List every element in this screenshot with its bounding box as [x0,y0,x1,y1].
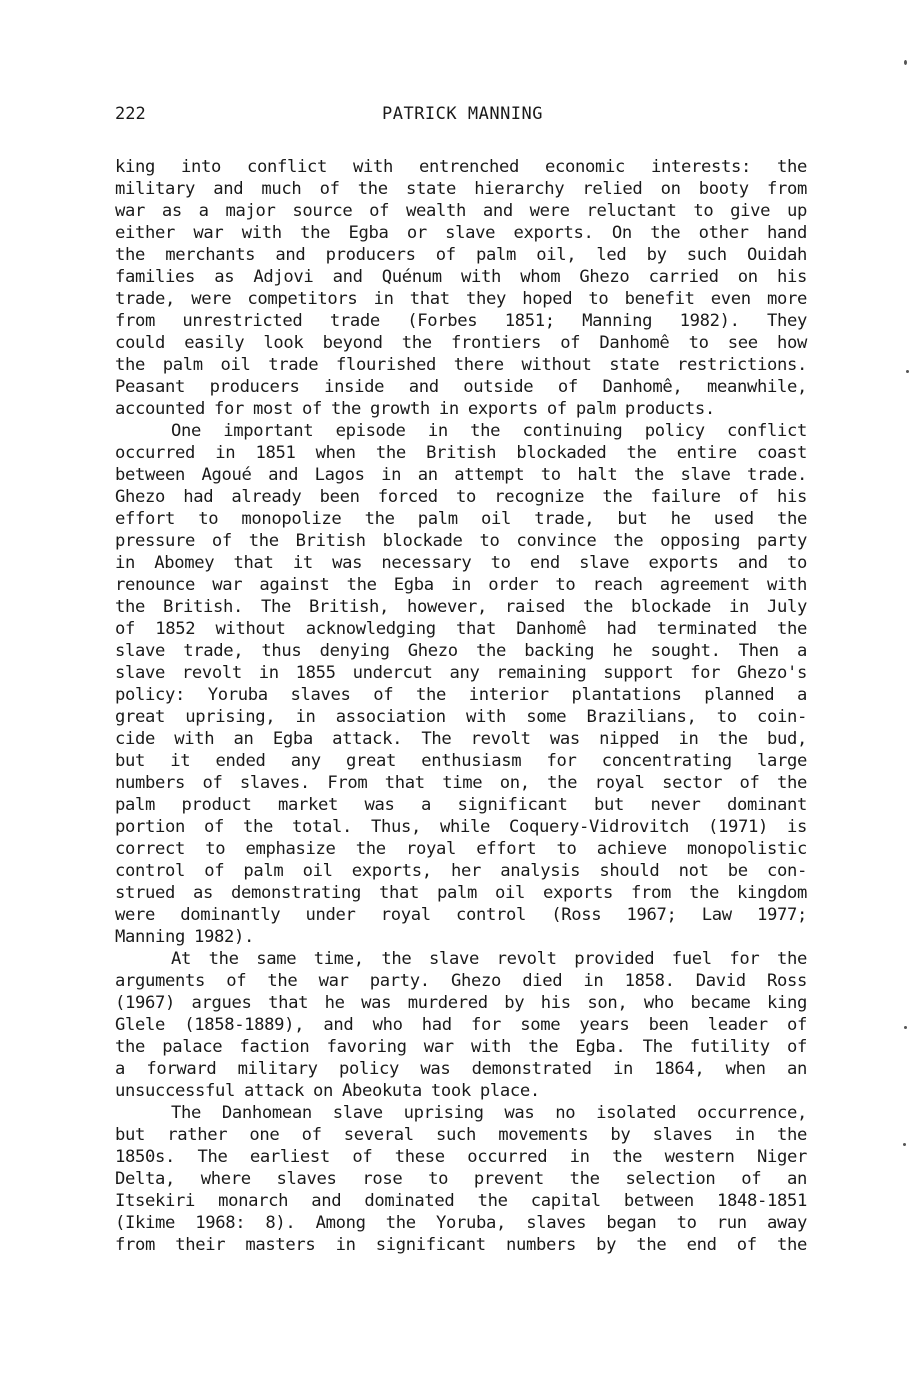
text-line: renounce war against the Egba in order to reach agreement with [115,575,807,595]
page-header [115,104,810,130]
text-line: were dominantly under royal control (Ross 1967; Law 1977; [115,905,807,925]
text-line: but it ended any great enthusiasm for concentrating large [115,751,807,771]
text-line: king into conflict with entrenched economic interests: the [115,157,807,177]
page-number: 222 [115,104,146,124]
body-text [115,156,807,1256]
text-line: (1967) argues that he was murdered by his son, who became king [115,993,807,1013]
text-line: military and much of the state hierarchy relied on booty from [115,179,807,199]
text-line: The Danhomean slave uprising was no isolated occurrence, [171,1103,807,1123]
text-line: Itsekiri monarch and dominated the capital between 1848-1851 [115,1191,807,1211]
scan-speck [904,60,907,65]
text-line: accounted for most of the growth in exports of palm products. [115,399,715,419]
text-line: war as a major source of wealth and were reluctant to give up [115,201,807,221]
text-line: Ghezo had already been forced to recognize the failure of his [115,487,807,507]
text-line: a forward military policy was demonstrated in 1864, when an [115,1059,807,1079]
text-line: Manning 1982). [115,927,254,947]
text-line: could easily look beyond the frontiers of Danhomê to see how [115,333,807,353]
text-line: the British. The British, however, raised the blockade in July [115,597,807,617]
text-line: policy: Yoruba slaves of the interior plantations planned a [115,685,807,705]
text-line: from unrestricted trade (Forbes 1851; Manning 1982). They [115,311,807,331]
text-line: Delta, where slaves rose to prevent the selection of an [115,1169,807,1189]
text-line: pressure of the British blockade to convince the opposing party [115,531,807,551]
text-line: unsuccessful attack on Abeokuta took place. [115,1081,540,1101]
paragraph [115,1102,807,1256]
text-line: (Ikime 1968: 8). Among the Yoruba, slaves began to run away [115,1213,807,1233]
text-line: slave trade, thus denying Ghezo the backing he sought. Then a [115,641,807,661]
text-line: from their masters in significant numbers by the end of the [115,1235,807,1255]
text-line: but rather one of several such movements by slaves in the [115,1125,807,1145]
scan-speck [903,1143,906,1146]
text-line: great uprising, in association with some Brazilians, to coin- [115,707,807,727]
text-line: the palace faction favoring war with the Egba. The futility of [115,1037,807,1057]
text-line: families as Adjovi and Quénum with whom Ghezo carried on his [115,267,807,287]
text-line: control of palm oil exports, her analysis should not be con- [115,861,807,881]
text-line: arguments of the war party. Ghezo died in 1858. David Ross [115,971,807,991]
text-line: cide with an Egba attack. The revolt was nipped in the bud, [115,729,807,749]
text-line: the palm oil trade flourished there without state restrictions. [115,355,807,375]
text-line: At the same time, the slave revolt provided fuel for the [171,949,807,969]
paragraph [115,420,807,948]
text-line: in Abomey that it was necessary to end slave exports and to [115,553,807,573]
text-line: palm product market was a significant but never dominant [115,795,807,815]
text-line: either war with the Egba or slave exports. On the other hand [115,223,807,243]
running-title: PATRICK MANNING [381,104,544,124]
text-line: Glele (1858-1889), and who had for some years been leader of [115,1015,807,1035]
text-line: portion of the total. Thus, while Coquery-Vidrovitch (1971) is [115,817,807,837]
text-line: occurred in 1851 when the British blockaded the entire coast [115,443,807,463]
scan-speck [906,370,909,373]
text-line: strued as demonstrating that palm oil exports from the kingdom [115,883,807,903]
paragraph [115,948,807,1102]
text-line: Peasant producers inside and outside of Danhomê, meanwhile, [115,377,807,397]
text-line: 1850s. The earliest of these occurred in the western Niger [115,1147,807,1167]
text-line: numbers of slaves. From that time on, the royal sector of the [115,773,807,793]
text-line: between Agoué and Lagos in an attempt to halt the slave trade. [115,465,807,485]
text-line: slave revolt in 1855 undercut any remaining support for Ghezo's [115,663,807,683]
text-line: correct to emphasize the royal effort to achieve monopolistic [115,839,807,859]
text-line: trade, were competitors in that they hoped to benefit even more [115,289,807,309]
text-line: the merchants and producers of palm oil, led by such Ouidah [115,245,807,265]
text-line: effort to monopolize the palm oil trade, but he used the [115,509,807,529]
paragraph [115,156,807,420]
text-line: of 1852 without acknowledging that Danhomê had terminated the [115,619,807,639]
text-line: One important episode in the continuing policy conflict [171,421,807,441]
scan-speck [904,1026,907,1029]
